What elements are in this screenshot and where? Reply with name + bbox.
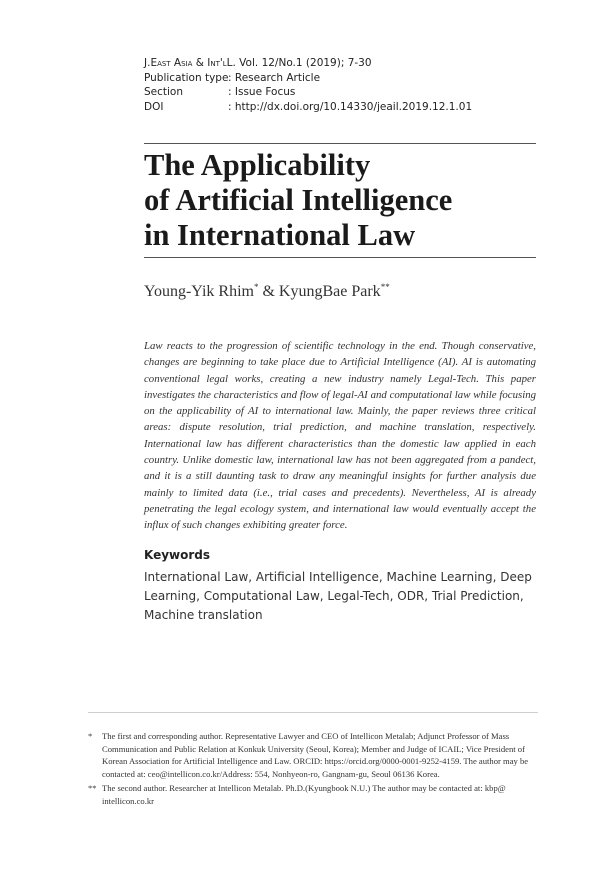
author-second: KyungBae Park: [278, 283, 381, 300]
meta-publication-type: [144, 71, 472, 86]
meta-section: [144, 85, 472, 100]
paper-title: [144, 148, 544, 253]
article-meta: [144, 56, 472, 114]
keywords-list: International Law, Artificial Intelligence, Machine Learning, Deep Learning, Computational Law, Legal-Tech, ODR, Trial Prediction, Machine translation: [144, 570, 532, 622]
keywords-heading: Keywords: [144, 548, 211, 562]
author-first-footnote-mark[interactable]: *: [253, 282, 259, 292]
footnote-divider: [88, 712, 538, 713]
author-line: [144, 282, 390, 301]
title-line: in International Law: [144, 218, 416, 252]
meta-key: Section: [144, 86, 184, 99]
title-bottom-rule: [144, 257, 536, 258]
journal-citation: [144, 56, 472, 71]
citation-journal-name: East Asia & Int'l: [150, 57, 227, 69]
footnote-first-author: [88, 730, 540, 780]
footnote-text: The first and corresponding author. Representative Lawyer and CEO of Intellicon Metalab; Adjunct Professor of Mass Communication and Public Relation at Konkuk University (Seoul, Korea); Member and Judge of ICAIL; Vice President of Korean Association for Artificial Intelligence and Law. ORCID: https://orcid.org/0000-0001-9252-4159. The author may be contacted at: ceo@intellicon.co.kr/Address: 554, Nonhyeon-ro, Gangnam-gu, Seoul 06136 Korea.: [102, 731, 529, 779]
citation-volume: L. Vol. 12/No.1 (2019); 7-30: [226, 57, 372, 69]
footnote-mark: **: [88, 783, 97, 793]
meta-key: Publication type: [144, 71, 229, 84]
meta-doi: [144, 100, 472, 115]
abstract: Law reacts to the progression of scientific technology in the end. Though conservative, changes are beginning to take place due to Artificial Intelligence (AI). AI is automating conventional legal works, creating a new industry namely Legal-Tech. This paper investigates the characteristics and flow of legal-AI and computational law while focusing on the applicability of AI to international law. Mainly, the paper reviews three critical areas: dispute resolution, trial prediction, and machine translation, respectively. International law has different characteristics than the domestic law applied in each country. Unlike domestic law, international law has not been aggregated from a pandect, and it is a still daunting task to draw any meaningful insights for further analysis due mainly to limited data (i.e., trial cases and precedents). Nevertheless, AI is already penetrating the legal ecology system, and international law would eventually accept the influx of such changes exhibiting greater force.: [144, 340, 536, 532]
author-second-footnote-mark[interactable]: **: [380, 282, 390, 292]
title-line: The Applicability: [144, 148, 371, 182]
doi-link[interactable]: : http://dx.doi.org/10.14330/jeail.2019.12.1.01: [228, 100, 473, 113]
title-top-rule: [144, 143, 536, 144]
meta-value: : Issue Focus: [228, 86, 296, 99]
meta-value: : Research Article: [228, 71, 321, 84]
footnote-mark: *: [88, 731, 93, 741]
citation-prefix: J.: [144, 57, 151, 69]
meta-key: DOI: [144, 100, 164, 113]
author-separator: &: [258, 283, 279, 300]
title-line: of Artificial Intelligence: [144, 183, 453, 217]
author-first: Young-Yik Rhim: [144, 283, 254, 300]
footnote-second-author: [88, 782, 540, 807]
footnote-text: The second author. Researcher at Intellicon Metalab. Ph.D.(Kyungbook N.U.) The author may be contacted at: kbp@ intellicon.co.kr: [102, 783, 506, 806]
